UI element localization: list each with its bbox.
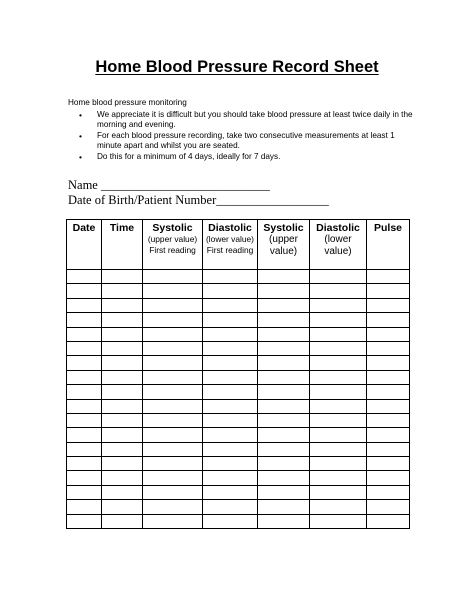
instruction-item: • For each blood pressure recording, take two consecutive measurements at least 1 minute apart and whilst you are seated.	[68, 131, 418, 152]
table-cell[interactable]	[143, 428, 203, 442]
table-cell[interactable]	[310, 298, 367, 312]
table-cell[interactable]	[258, 485, 310, 499]
table-cell[interactable]	[367, 399, 410, 413]
table-cell[interactable]	[143, 313, 203, 327]
table-cell[interactable]	[102, 270, 143, 284]
table-cell[interactable]	[203, 413, 258, 427]
table-row	[67, 500, 410, 514]
table-cell[interactable]	[143, 298, 203, 312]
column-header-sublabel: (lower value) First reading	[206, 234, 254, 255]
blood-pressure-record-table	[66, 219, 410, 529]
column-header-systolic	[258, 220, 310, 270]
table-cell[interactable]	[310, 413, 367, 427]
table-row	[67, 471, 410, 485]
table-cell[interactable]	[367, 284, 410, 298]
table-cell[interactable]	[258, 313, 310, 327]
table-cell[interactable]	[143, 485, 203, 499]
table-cell[interactable]	[367, 485, 410, 499]
table-cell[interactable]	[102, 284, 143, 298]
table-cell[interactable]	[67, 356, 102, 370]
table-cell[interactable]	[367, 356, 410, 370]
table-cell[interactable]	[310, 399, 367, 413]
table-cell[interactable]	[310, 485, 367, 499]
table-cell[interactable]	[143, 471, 203, 485]
table-row	[67, 356, 410, 370]
table-header-row	[67, 220, 410, 270]
table-cell[interactable]	[143, 370, 203, 384]
table-cell[interactable]	[102, 341, 143, 355]
table-cell[interactable]	[258, 370, 310, 384]
table-cell[interactable]	[67, 514, 102, 528]
table-cell[interactable]	[310, 500, 367, 514]
table-cell[interactable]	[203, 327, 258, 341]
table-cell[interactable]	[367, 327, 410, 341]
table-row	[67, 514, 410, 528]
table-cell[interactable]	[67, 457, 102, 471]
table-cell[interactable]	[67, 370, 102, 384]
table-cell[interactable]	[367, 270, 410, 284]
table-row	[67, 385, 410, 399]
table-cell[interactable]	[67, 471, 102, 485]
instructions-list	[68, 110, 418, 163]
page-title: Home Blood Pressure Record Sheet	[95, 58, 379, 76]
table-cell[interactable]	[203, 500, 258, 514]
table-cell[interactable]	[258, 298, 310, 312]
table-cell[interactable]	[310, 356, 367, 370]
table-cell[interactable]	[102, 356, 143, 370]
table-cell[interactable]	[258, 457, 310, 471]
table-row	[67, 457, 410, 471]
table-cell[interactable]	[258, 284, 310, 298]
table-cell[interactable]	[67, 284, 102, 298]
table-cell[interactable]	[310, 457, 367, 471]
table-row	[67, 327, 410, 341]
table-cell[interactable]	[203, 341, 258, 355]
table-cell[interactable]	[203, 284, 258, 298]
column-header-label: Systolic	[263, 222, 304, 234]
column-header-label: Systolic	[152, 222, 193, 234]
instruction-item: • We appreciate it is difficult but you should take blood pressure at least twice daily in the morning and evening.	[68, 110, 418, 131]
table-cell[interactable]	[203, 385, 258, 399]
table-cell[interactable]	[143, 399, 203, 413]
table-cell[interactable]	[203, 485, 258, 499]
table-cell[interactable]	[102, 471, 143, 485]
table-cell[interactable]	[203, 514, 258, 528]
table-cell[interactable]	[367, 370, 410, 384]
table-cell[interactable]	[310, 471, 367, 485]
column-header-sublabel: (upper value)	[269, 234, 298, 257]
table-cell[interactable]	[143, 413, 203, 427]
table-cell[interactable]	[143, 356, 203, 370]
table-body	[67, 270, 410, 529]
table-cell[interactable]	[310, 442, 367, 456]
column-header-label: Date	[72, 222, 96, 234]
table-cell[interactable]	[143, 500, 203, 514]
column-header-sublabel: (lower value)	[324, 234, 352, 257]
column-header-pulse	[367, 220, 410, 270]
table-row	[67, 428, 410, 442]
table-cell[interactable]	[67, 485, 102, 499]
table-row	[67, 341, 410, 355]
table-cell[interactable]	[203, 313, 258, 327]
table-cell[interactable]	[367, 385, 410, 399]
table-cell[interactable]	[67, 413, 102, 427]
table-cell[interactable]	[258, 341, 310, 355]
table-cell[interactable]	[258, 428, 310, 442]
table-cell[interactable]	[203, 270, 258, 284]
column-header-diastolic-first	[203, 220, 258, 270]
column-header-label: Time	[109, 222, 135, 234]
table-cell[interactable]	[310, 385, 367, 399]
patient-fields	[68, 178, 368, 207]
table-cell[interactable]	[258, 500, 310, 514]
instruction-item: • Do this for a minimum of 4 days, ideally for 7 days.	[68, 152, 418, 163]
table-cell[interactable]	[67, 385, 102, 399]
table-cell[interactable]	[67, 399, 102, 413]
table-cell[interactable]	[102, 428, 143, 442]
table-cell[interactable]	[258, 270, 310, 284]
table-cell[interactable]	[310, 270, 367, 284]
table-cell[interactable]	[67, 341, 102, 355]
table-cell[interactable]	[203, 298, 258, 312]
table-cell[interactable]	[67, 313, 102, 327]
table-cell[interactable]	[310, 313, 367, 327]
table-cell[interactable]	[102, 457, 143, 471]
table-cell[interactable]	[310, 428, 367, 442]
column-header-diastolic	[310, 220, 367, 270]
table-cell[interactable]	[143, 284, 203, 298]
table-cell[interactable]	[143, 442, 203, 456]
table-cell[interactable]	[258, 413, 310, 427]
table-row	[67, 442, 410, 456]
column-header-label: Diastolic	[208, 222, 252, 234]
table-cell[interactable]	[310, 514, 367, 528]
table-cell[interactable]	[67, 298, 102, 312]
table-cell[interactable]	[102, 413, 143, 427]
table-cell[interactable]	[310, 327, 367, 341]
table-cell[interactable]	[102, 327, 143, 341]
table-cell[interactable]	[258, 399, 310, 413]
table-cell[interactable]	[367, 514, 410, 528]
table-cell[interactable]	[102, 385, 143, 399]
table-cell[interactable]	[67, 327, 102, 341]
column-header-label: Pulse	[373, 222, 402, 234]
table-cell[interactable]	[102, 442, 143, 456]
table-row	[67, 284, 410, 298]
table-cell[interactable]	[143, 341, 203, 355]
table-cell[interactable]	[203, 356, 258, 370]
table-cell[interactable]	[367, 442, 410, 456]
table-cell[interactable]	[367, 471, 410, 485]
name-field[interactable]: Name ___________________________	[68, 178, 270, 192]
table-cell[interactable]	[258, 471, 310, 485]
table-row	[67, 270, 410, 284]
table-cell[interactable]	[67, 442, 102, 456]
column-header-sublabel: (upper value) First reading	[147, 234, 198, 255]
table-row	[67, 313, 410, 327]
column-header-systolic-first	[143, 220, 203, 270]
table-cell[interactable]	[143, 327, 203, 341]
table-row	[67, 399, 410, 413]
table-cell[interactable]	[143, 270, 203, 284]
table-cell[interactable]	[143, 457, 203, 471]
table-cell[interactable]	[258, 385, 310, 399]
column-header-time	[102, 220, 143, 270]
table-row	[67, 298, 410, 312]
column-header-date	[67, 220, 102, 270]
table-cell[interactable]	[367, 413, 410, 427]
table-cell[interactable]	[367, 298, 410, 312]
table-cell[interactable]	[143, 514, 203, 528]
table-cell[interactable]	[258, 514, 310, 528]
table-cell[interactable]	[310, 284, 367, 298]
table-row	[67, 485, 410, 499]
table-cell[interactable]	[203, 428, 258, 442]
table-cell[interactable]	[367, 457, 410, 471]
table-cell[interactable]	[203, 457, 258, 471]
date-of-birth-patient-number-field[interactable]: Date of Birth/Patient Number__________________	[68, 192, 329, 207]
table-cell[interactable]	[203, 442, 258, 456]
table-cell[interactable]	[102, 485, 143, 499]
table-cell[interactable]	[67, 270, 102, 284]
table-cell[interactable]	[367, 313, 410, 327]
instructions-heading: Home blood pressure monitoring	[68, 98, 187, 107]
table-cell[interactable]	[102, 298, 143, 312]
table-cell[interactable]	[367, 341, 410, 355]
table-cell[interactable]	[310, 370, 367, 384]
table-cell[interactable]	[102, 500, 143, 514]
table-cell[interactable]	[203, 471, 258, 485]
table-cell[interactable]	[310, 341, 367, 355]
table-cell[interactable]	[258, 442, 310, 456]
table-cell[interactable]	[367, 428, 410, 442]
table-cell[interactable]	[258, 356, 310, 370]
table-cell[interactable]	[203, 370, 258, 384]
instructions-section	[68, 98, 418, 163]
table-cell[interactable]	[102, 399, 143, 413]
table-cell[interactable]	[367, 500, 410, 514]
table-cell[interactable]	[143, 385, 203, 399]
table-cell[interactable]	[67, 428, 102, 442]
table-row	[67, 413, 410, 427]
table-cell[interactable]	[102, 514, 143, 528]
table-row	[67, 370, 410, 384]
table-cell[interactable]	[203, 399, 258, 413]
column-header-label: Diastolic	[316, 222, 360, 234]
table-cell[interactable]	[67, 500, 102, 514]
table-cell[interactable]	[258, 327, 310, 341]
table-cell[interactable]	[102, 313, 143, 327]
table-cell[interactable]	[102, 370, 143, 384]
